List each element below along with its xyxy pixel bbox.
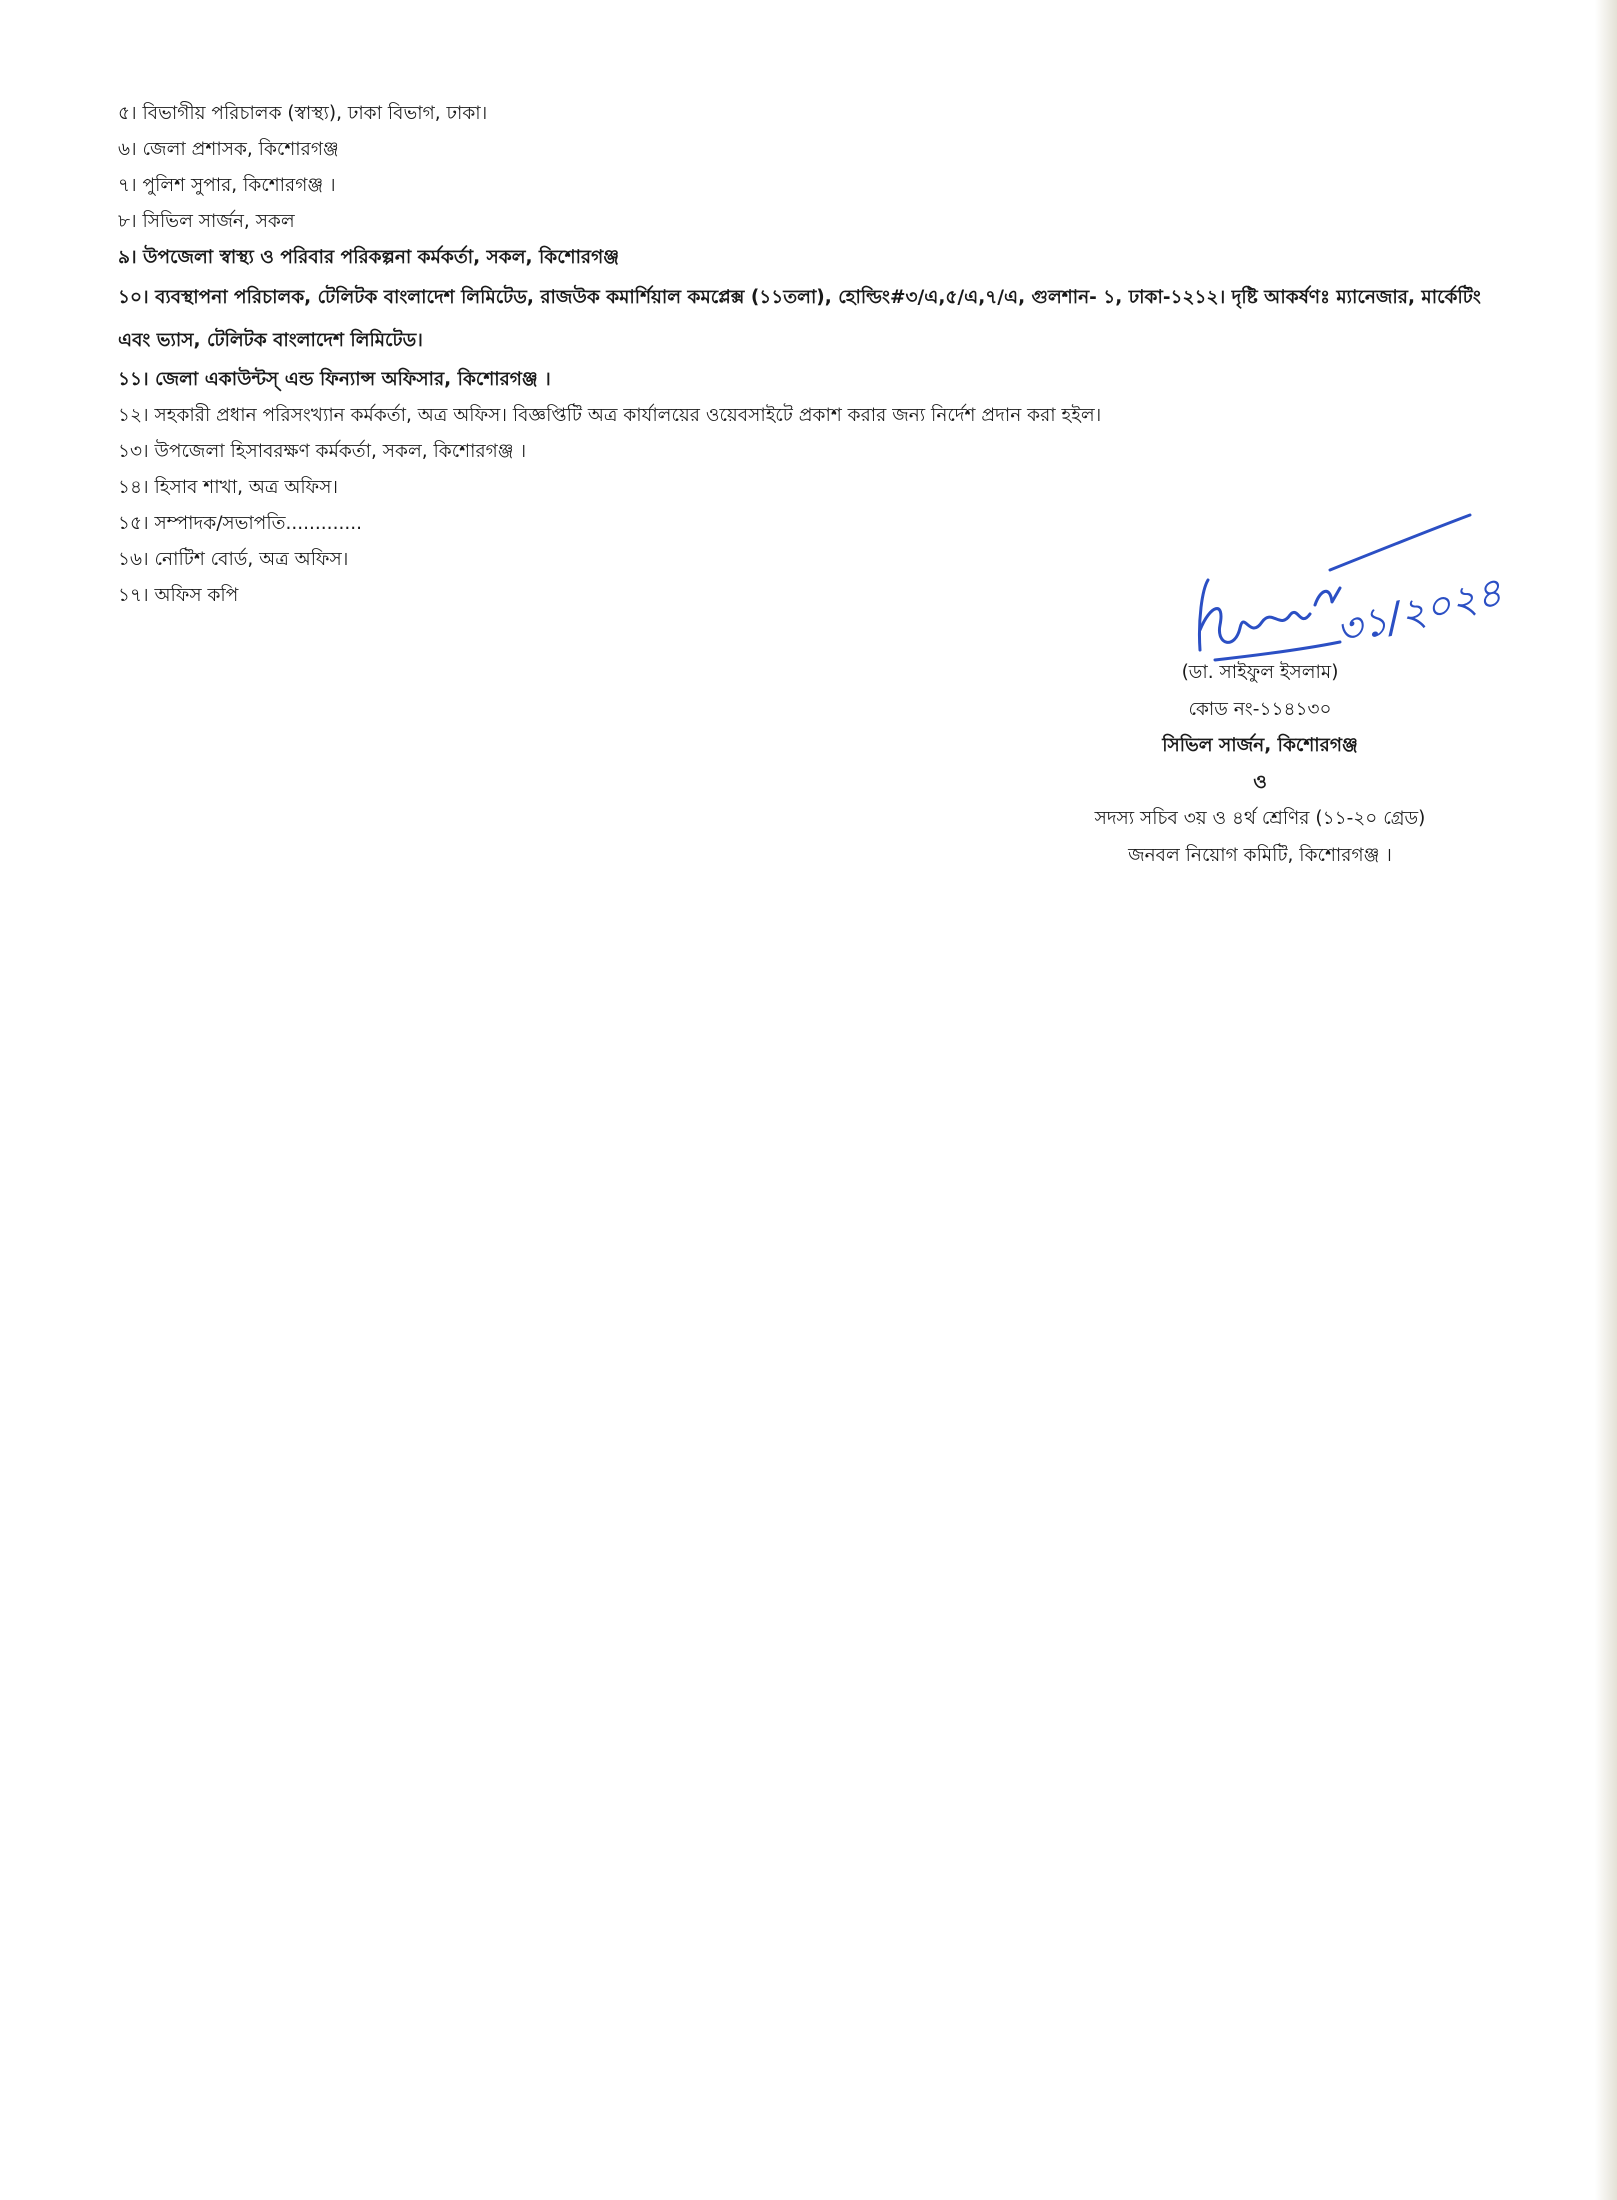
distribution-item: ১৭। অফিস কপি (118, 585, 239, 606)
distribution-item: ৯। উপজেলা স্বাস্থ্য ও পরিবার পরিকল্পনা কর্মকর্তা, সকল, কিশোরগঞ্জ (118, 247, 620, 268)
signatory-block (1030, 655, 1490, 874)
signatory-conjunction: ও (1253, 771, 1267, 793)
distribution-item: ১২। সহকারী প্রধান পরিসংখ্যান কর্মকর্তা, অত্র অফিস। বিজ্ঞপ্তিটি অত্র কার্যালয়ের ওয়েবসাইটে প্রকাশ করার জন্য নির্দেশ প্রদান করা হইল। (118, 405, 1102, 426)
signatory-role: সদস্য সচিব ৩য় ও ৪র্থ শ্রেণির (১১-২০ গ্রেড) (1094, 808, 1426, 829)
distribution-item: ১৪। হিসাব শাখা, অত্র অফিস। (118, 477, 339, 498)
signatory-designation: সিভিল সার্জন, কিশোরগঞ্জ (1162, 735, 1358, 756)
distribution-item: ১১। জেলা একাউন্টস্ এন্ড ফিন্যান্স অফিসার, কিশোরগঞ্জ । (118, 369, 551, 390)
page-edge-shadow (1595, 0, 1617, 2200)
distribution-item: ৮। সিভিল সার্জন, সকল (118, 211, 295, 232)
distribution-item: ১৫। সম্পাদক/সভাপতি............. (118, 513, 362, 534)
signature-date: ৩১/২০২৪ (1331, 569, 1507, 655)
distribution-item: ১০। ব্যবস্থাপনা পরিচালক, টেলিটক বাংলাদেশ লিমিটেড, রাজউক কমার্শিয়াল কমপ্লেক্স (১১তলা), হোল্ডিং#৩/এ,৫/এ,৭/এ, গুলশান- ১, ঢাকা-১২১২। দৃষ্টি আকর্ষণঃ ম্যানেজার, মার্কেটিং এবং ভ্যাস, টেলিটক বাংলাদেশ লিমিটেড। (118, 287, 1481, 351)
signatory-name: (ডা. সাইফুল ইসলাম) (1181, 662, 1339, 683)
distribution-item: ১৬। নোটিশ বোর্ড, অত্র অফিস। (118, 549, 349, 570)
signatory-committee: জনবল নিয়োগ কমিটি, কিশোরগঞ্জ । (1128, 844, 1392, 866)
distribution-item: ৬। জেলা প্রশাসক, কিশোরগঞ্জ (118, 139, 339, 160)
distribution-item: ৭। পুলিশ সুপার, কিশোরগঞ্জ । (118, 175, 336, 196)
distribution-item: ১৩। উপজেলা হিসাবরক্ষণ কর্মকর্তা, সকল, কিশোরগঞ্জ । (118, 441, 527, 462)
signatory-code: কোড নং-১১৪১৩০ (1188, 698, 1332, 720)
distribution-item: ৫। বিভাগীয় পরিচালক (স্বাস্থ্য), ঢাকা বিভাগ, ঢাকা। (118, 103, 488, 124)
